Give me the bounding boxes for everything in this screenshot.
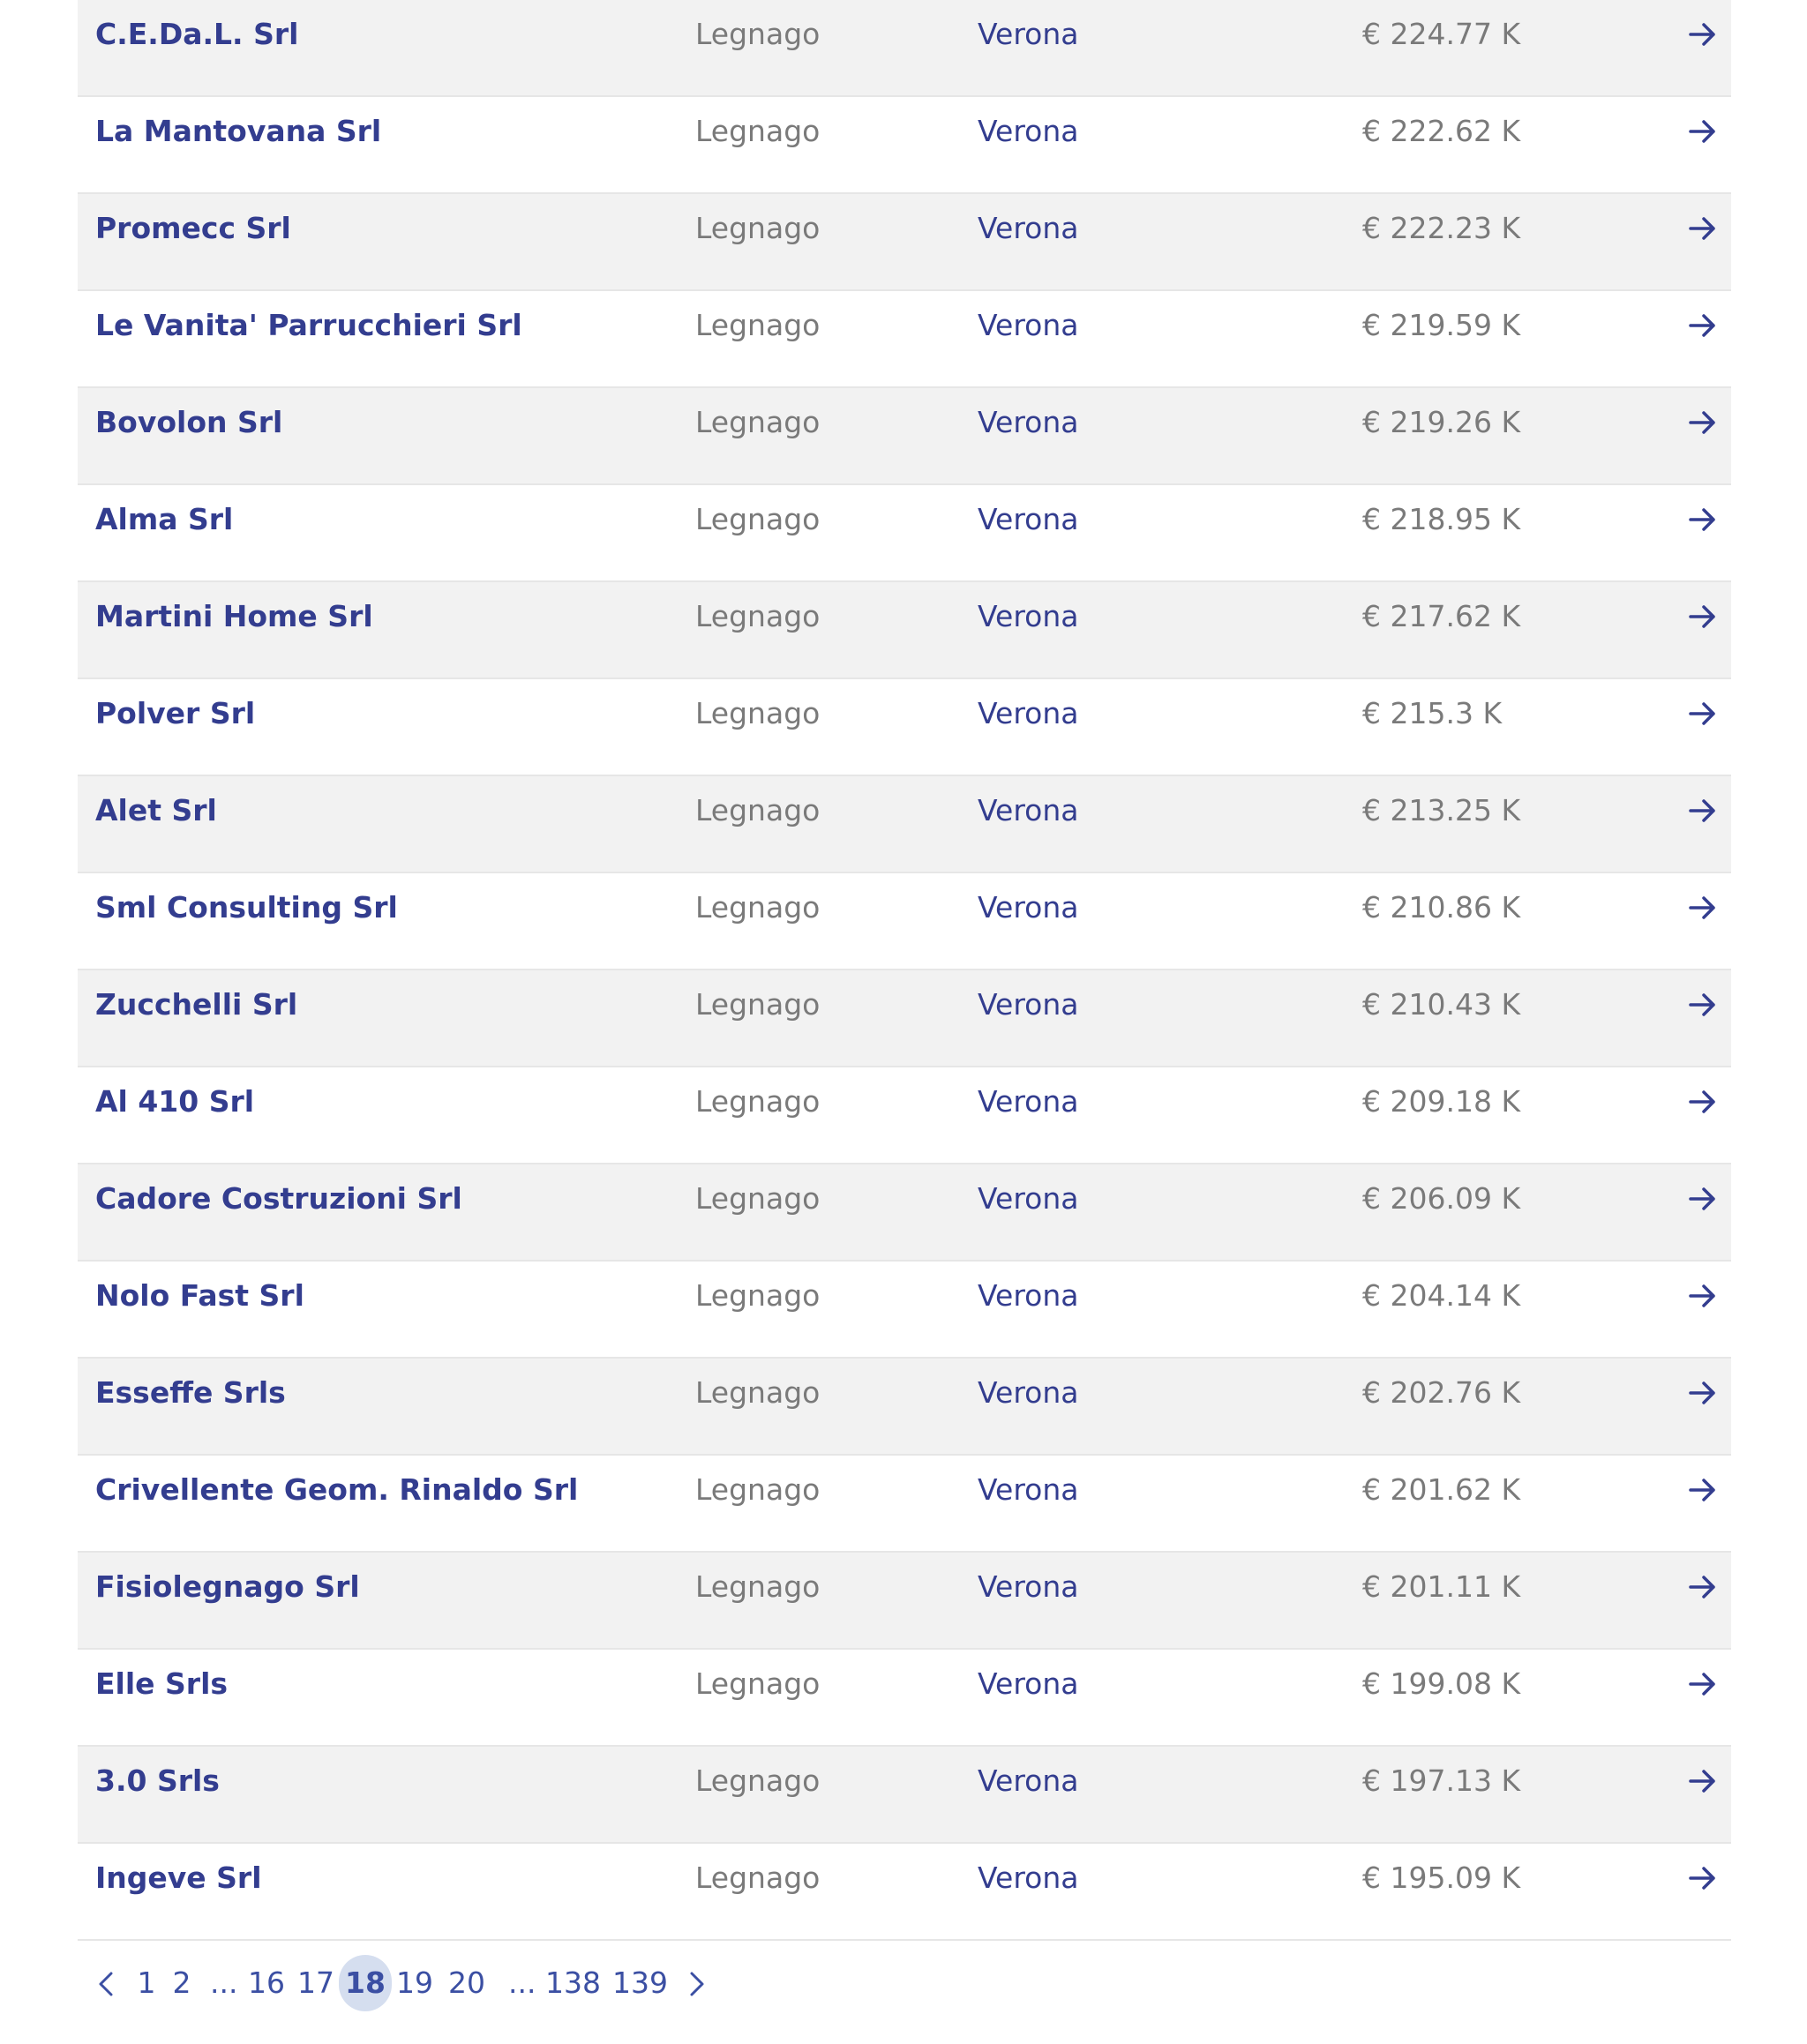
province-cell: Verona [978, 793, 1079, 827]
city-cell: Legnago [695, 1763, 821, 1798]
company-name-link[interactable]: Martini Home Srl [95, 599, 373, 633]
arrow-right-icon[interactable] [1685, 388, 1721, 457]
company-name-link[interactable]: Cadore Costruzioni Srl [95, 1181, 462, 1216]
company-name-link[interactable]: Al 410 Srl [95, 1084, 255, 1119]
arrow-right-icon[interactable] [1685, 873, 1721, 942]
province-cell: Verona [978, 1278, 1079, 1313]
table-row[interactable] [78, 776, 1731, 873]
page-link[interactable]: 1 [137, 1965, 156, 2000]
revenue-cell: € 195.09 K [1362, 1861, 1521, 1895]
city-cell: Legnago [695, 890, 821, 925]
city-cell: Legnago [695, 405, 821, 439]
company-name-link[interactable]: Zucchelli Srl [95, 987, 298, 1022]
revenue-cell: € 210.43 K [1362, 987, 1521, 1022]
page-link[interactable]: 20 [448, 1965, 485, 2000]
arrow-right-icon[interactable] [1685, 582, 1721, 651]
arrow-right-icon[interactable] [1685, 1456, 1721, 1524]
province-cell: Verona [978, 114, 1079, 148]
city-cell: Legnago [695, 1666, 821, 1701]
revenue-cell: € 202.76 K [1362, 1375, 1521, 1410]
city-cell: Legnago [695, 1569, 821, 1604]
page-link[interactable]: 17 [297, 1965, 334, 2000]
arrow-right-icon[interactable] [1685, 291, 1721, 360]
page-link[interactable]: 2 [172, 1965, 191, 2000]
company-name-link[interactable]: Promecc Srl [95, 211, 291, 245]
table-row[interactable] [78, 679, 1731, 776]
city-cell: Legnago [695, 1084, 821, 1119]
table-row[interactable] [78, 194, 1731, 291]
province-cell: Verona [978, 405, 1079, 439]
company-name-link[interactable]: Fisiolegnago Srl [95, 1569, 360, 1604]
revenue-cell: € 222.23 K [1362, 211, 1521, 245]
table-row[interactable] [78, 1844, 1731, 1941]
arrow-right-icon[interactable] [1685, 1650, 1721, 1718]
company-name-link[interactable]: 3.0 Srls [95, 1763, 220, 1798]
revenue-cell: € 201.11 K [1362, 1569, 1521, 1604]
province-cell: Verona [978, 1472, 1079, 1507]
table-row[interactable] [78, 388, 1731, 485]
revenue-cell: € 210.86 K [1362, 890, 1521, 925]
table-row[interactable] [78, 1262, 1731, 1359]
province-cell: Verona [978, 987, 1079, 1022]
revenue-cell: € 213.25 K [1362, 793, 1521, 827]
province-cell: Verona [978, 17, 1079, 51]
arrow-right-icon[interactable] [1685, 1359, 1721, 1427]
table-row[interactable] [78, 1164, 1731, 1262]
company-name-link[interactable]: Esseffe Srls [95, 1375, 286, 1410]
arrow-right-icon[interactable] [1685, 1262, 1721, 1330]
company-name-link[interactable]: Alet Srl [95, 793, 217, 827]
page-link[interactable]: 16 [248, 1965, 285, 2000]
revenue-cell: € 219.59 K [1362, 308, 1521, 342]
city-cell: Legnago [695, 1861, 821, 1895]
arrow-right-icon[interactable] [1685, 970, 1721, 1039]
arrow-right-icon[interactable] [1685, 0, 1721, 69]
province-cell: Verona [978, 1181, 1079, 1216]
city-cell: Legnago [695, 599, 821, 633]
arrow-right-icon[interactable] [1685, 1164, 1721, 1233]
arrow-right-icon[interactable] [1685, 679, 1721, 748]
current-page[interactable]: 18 [339, 1955, 392, 2011]
arrow-right-icon[interactable] [1685, 1747, 1721, 1816]
table-row[interactable] [78, 485, 1731, 582]
revenue-cell: € 215.3 K [1362, 696, 1503, 730]
province-cell: Verona [978, 890, 1079, 925]
arrow-right-icon[interactable] [1685, 485, 1721, 554]
province-cell: Verona [978, 211, 1079, 245]
company-name-link[interactable]: Alma Srl [95, 502, 234, 536]
province-cell: Verona [978, 1861, 1079, 1895]
table-row[interactable] [78, 582, 1731, 679]
company-name-link[interactable]: Le Vanita' Parrucchieri Srl [95, 308, 522, 342]
city-cell: Legnago [695, 1375, 821, 1410]
revenue-cell: € 199.08 K [1362, 1666, 1521, 1701]
table-row[interactable] [78, 1747, 1731, 1844]
revenue-cell: € 209.18 K [1362, 1084, 1521, 1119]
city-cell: Legnago [695, 114, 821, 148]
arrow-right-icon[interactable] [1685, 97, 1721, 166]
province-cell: Verona [978, 1569, 1079, 1604]
province-cell: Verona [978, 599, 1079, 633]
city-cell: Legnago [695, 987, 821, 1022]
province-cell: Verona [978, 502, 1079, 536]
company-name-link[interactable]: Crivellente Geom. Rinaldo Srl [95, 1472, 579, 1507]
company-name-link[interactable]: Elle Srls [95, 1666, 229, 1701]
revenue-cell: € 219.26 K [1362, 405, 1521, 439]
company-table [78, 0, 1731, 1941]
chevron-right-icon[interactable] [685, 1955, 709, 2011]
company-name-link[interactable]: Sml Consulting Srl [95, 890, 398, 925]
company-name-link[interactable]: Nolo Fast Srl [95, 1278, 304, 1313]
page-link[interactable]: 19 [396, 1965, 433, 2000]
pagination [88, 1955, 1235, 2011]
table-row[interactable] [78, 0, 1731, 97]
city-cell: Legnago [695, 211, 821, 245]
page-link[interactable]: 138 [545, 1965, 601, 2000]
revenue-cell: € 222.62 K [1362, 114, 1521, 148]
city-cell: Legnago [695, 696, 821, 730]
table-row[interactable] [78, 97, 1731, 194]
table-row[interactable] [78, 1650, 1731, 1747]
revenue-cell: € 201.62 K [1362, 1472, 1521, 1507]
province-cell: Verona [978, 1375, 1079, 1410]
revenue-cell: € 206.09 K [1362, 1181, 1521, 1216]
city-cell: Legnago [695, 502, 821, 536]
company-name-link[interactable]: La Mantovana Srl [95, 114, 382, 148]
revenue-cell: € 197.13 K [1362, 1763, 1521, 1798]
table-row[interactable] [78, 1553, 1731, 1650]
city-cell: Legnago [695, 308, 821, 342]
company-name-link[interactable]: Bovolon Srl [95, 405, 283, 439]
city-cell: Legnago [695, 793, 821, 827]
table-row[interactable] [78, 291, 1731, 388]
company-name-link[interactable]: C.E.Da.L. Srl [95, 17, 299, 51]
province-cell: Verona [978, 1666, 1079, 1701]
province-cell: Verona [978, 1763, 1079, 1798]
page-ellipsis: ... [508, 1965, 536, 2000]
province-cell: Verona [978, 696, 1079, 730]
province-cell: Verona [978, 308, 1079, 342]
chevron-left-icon[interactable] [94, 1955, 118, 2011]
table-row[interactable] [78, 873, 1731, 970]
page-ellipsis: ... [210, 1965, 238, 2000]
arrow-right-icon[interactable] [1685, 1067, 1721, 1136]
company-name-link[interactable]: Polver Srl [95, 696, 256, 730]
province-cell: Verona [978, 1084, 1079, 1119]
table-row[interactable] [78, 1067, 1731, 1164]
arrow-right-icon[interactable] [1685, 1553, 1721, 1621]
page-link[interactable]: 139 [612, 1965, 668, 2000]
company-name-link[interactable]: Ingeve Srl [95, 1861, 262, 1895]
table-row[interactable] [78, 1456, 1731, 1553]
arrow-right-icon[interactable] [1685, 1844, 1721, 1913]
arrow-right-icon[interactable] [1685, 194, 1721, 263]
revenue-cell: € 224.77 K [1362, 17, 1521, 51]
city-cell: Legnago [695, 1278, 821, 1313]
table-row[interactable] [78, 1359, 1731, 1456]
city-cell: Legnago [695, 1472, 821, 1507]
revenue-cell: € 204.14 K [1362, 1278, 1521, 1313]
city-cell: Legnago [695, 1181, 821, 1216]
city-cell: Legnago [695, 17, 821, 51]
revenue-cell: € 218.95 K [1362, 502, 1521, 536]
arrow-right-icon[interactable] [1685, 776, 1721, 845]
revenue-cell: € 217.62 K [1362, 599, 1521, 633]
table-row[interactable] [78, 970, 1731, 1067]
